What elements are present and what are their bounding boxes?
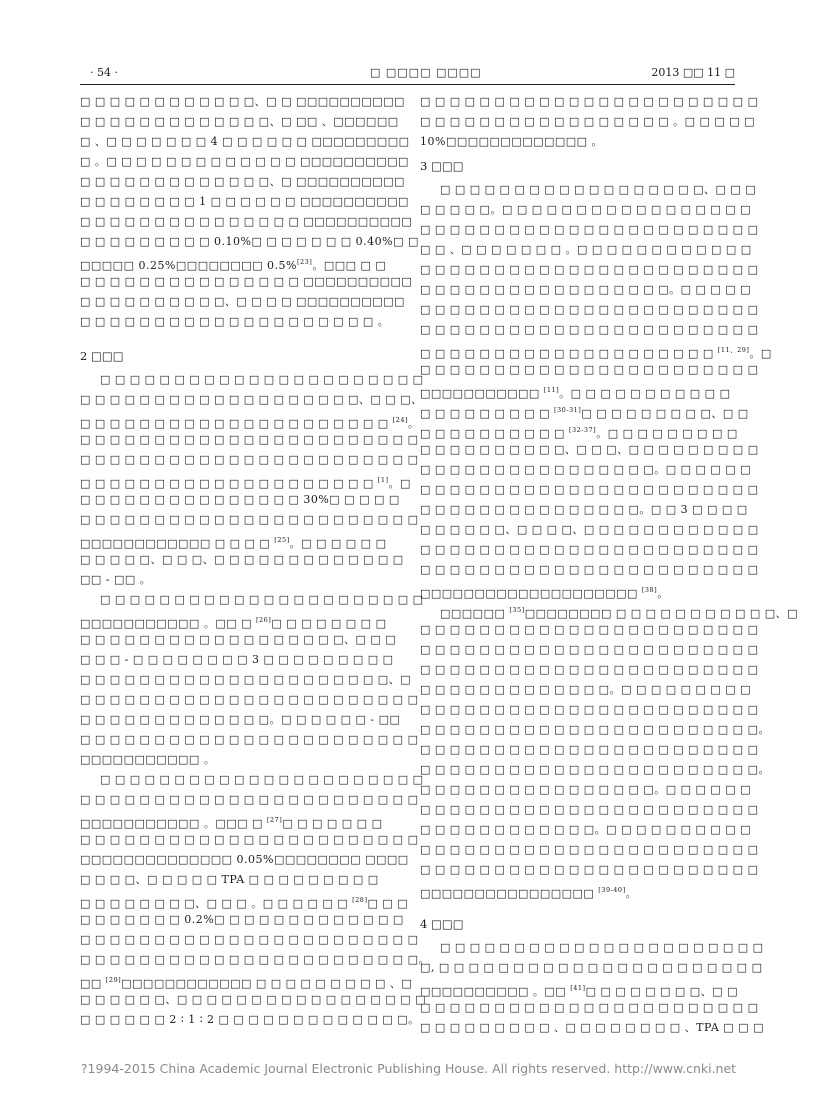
issue-info: 2013 □□ 11 □: [651, 66, 735, 79]
text-line: □ □ □ □ □ □ □ □ □ □ □ □ □ □ □ □。□ □ □ □ □ □: [420, 783, 752, 796]
text-line: □□□□□ 0.25%□□□□□□□□ 0.5%[23]。□□□ □ □: [80, 258, 387, 272]
header-rule: [80, 84, 735, 85]
text-line: □□ [29]□□□□□□□□□□□□ □ □ □ □ □ □ □ □ □ 、□: [80, 976, 413, 990]
text-line: □, □ □ □ □ □ □ □ □ □ □ □ □ □ □ □ □ □ □ □ □ □ □: [420, 961, 763, 974]
text-line: □ □ □ □ □ □ □ □ □ □ □ □ □ □ □ □ □ □ □ □ □ □ □。: [80, 953, 430, 966]
text-line: □ □ □ □ □ □ □ □ □ □ □ □ □ □ □ □ □ □ □ □ □ □ □: [80, 933, 419, 946]
text-line: □ □ □ □ □ □ □ □ □ [30-31]□ □ □ □ □ □ □ □ □、□ □: [420, 406, 749, 420]
text-line: □ □ □ □ □ □ □ □ □ □、□ □ □、□ □ □ □ □ □ □ □ □: [420, 443, 759, 456]
text-line: □ □ □ □ □、□ □ □、□ □ □ □ □ □ □ □ □ □ □ □ □: [80, 553, 404, 566]
text-line: □ □ □ □ □ □ □ □ □ □ □ □ □ □ □ □ □ □ □ □ □ □ □: [80, 433, 419, 446]
citation-ref: [27]: [266, 816, 283, 824]
text-line: □ □ □ □ □ □ □ □ □ □ □ □ □ □ □ □ □ □、□ □ □: [440, 183, 757, 196]
copyright-footer: ?1994-2015 China Academic Journal Electronic Publishing House. All rights reserved. http://www.cnki.net: [80, 1061, 737, 1076]
citation-ref: [38]: [641, 586, 658, 594]
text-line: □□□□□□□□□□□□ □ □ □ □ [25]。□ □ □ □ □ □: [80, 536, 387, 550]
citation-ref: [1]: [377, 476, 389, 484]
paragraph-gap: [80, 332, 400, 342]
text-line: □ □ □ □ □ □ □ □ □ □ □ □ □ □ □ □ □ □ □ □ 。: [80, 315, 390, 328]
text-line: □ □ □ □ □ □ □ □ □ □ □ □ □ □ □ □ □ □ □ □ □ □: [100, 593, 424, 606]
text-line: □ □ □ □ □ □ □ □ □ □ □ □ □ □ □ 30%□ □ □ □ □: [80, 493, 400, 506]
text-line: □ □ □ □ □ □ □ □ □ □ □ □ □ □ □ □ □ □ □ □ □ □ □: [420, 263, 759, 276]
text-line: □ □ □ □ □ □ □ □ □ □ □ □ □ □ □ □ □ □ □ □ □ □ □: [420, 623, 759, 636]
text-line: □ □ □ □ □ □ □ □ □ □ □ □ □ □ □ □ □ □ □ □ □ □ □: [420, 1001, 759, 1014]
text-line: □□□□□□□□□□□□□□□□□□□□ [38]。: [420, 586, 669, 600]
text-line: □ □ □ □ □ □ □ □ □ □ □ □ □ □ □ □ □ □ □ □ □ □ □: [420, 303, 759, 316]
text-line: □ □ □ □ □ □ □ 0.2%□ □ □ □ □ □ □ □ □ □ □ □ □: [80, 913, 404, 926]
text-line: □ □ □ □ □ □ □ □ □ □ □ □ □ □ □ □ □ □ □ □ □ □ □: [420, 843, 759, 856]
text-line: □ □ □ □ □ □ □ □ □ □ □ □ □ □ □ □ □ □ □ □ □ □ □: [420, 543, 759, 556]
text-line: □ □ □ □ □ □ □ □ □ □ □ □ □ □ □ □ □ □ □ □ □、□: [80, 673, 412, 686]
text-line: □ □ □ □ □ □ □ □ □ □ □ □ □ □ □ □ □ □ □ □ □ □ □: [420, 363, 759, 376]
text-line: □ □ □ □ □ □ □ □ □ □ □ □ □ □ □ □ □。□ □ □ □ □: [420, 283, 752, 296]
text-line: □ □ □ □ □ □ □ □ □ □ □ □ □ □ □ □ □ □、□ □ □: [80, 633, 397, 646]
text-line: 10%□□□□□□□□□□□□□ 。: [420, 135, 604, 148]
citation-ref: [35]: [509, 606, 525, 614]
text-line: □ □ □ □ □ □ □ □ □ □ □ □ □ □ □ □ □ □ □ □ □ [24]。: [80, 416, 420, 430]
text-line: □ □ □ □ □ □ □ □ □ □ □ □ □ □ □ □ □ □ □ □ □ □ □: [80, 833, 419, 846]
citation-ref: [23]: [297, 258, 313, 266]
text-line: □ □ □ □ □ □ □ □ □ □ □ □ □ □ □ □ □ 。□ □ □ □ □: [420, 115, 756, 128]
text-line: □ □ □ □ □ □ □ □ □ □ □ □ □ □ □ □ □ □ □ □ □ □ □: [420, 663, 759, 676]
text-line: □□□□□□□□□□□□□□ 0.05%□□□□□□□□ □□□□: [80, 853, 409, 866]
left-column: [80, 92, 430, 1030]
section-heading: 4 □□□: [420, 917, 464, 931]
text-line: □□□□□□□□□□□ 。□□ □ [26]□ □ □ □ □ □ □ □: [80, 616, 387, 630]
text-line: □ □ □ □ □ □ □ □ □ □ □ □ □ □ □ □ □ □ □ □ □ □: [100, 373, 424, 386]
text-line: □□□□□□□□□□□□□□□□ [39-40]。: [420, 886, 638, 900]
text-line: □ □ □ □ □ □ 2 ∶ 1 ∶ 2 □ □ □ □ □ □ □ □ □ □ □ □ □。: [80, 1013, 420, 1026]
text-line: □ □ □ □ □ □ □ □ □ □ □ □ □ □ □ □ □ □ □ □ □ □ □: [420, 803, 759, 816]
text-line: □ □ □ □ □ □ □ □ □ □ □ □ □ □ □ □□□□□□□□□□: [80, 275, 413, 288]
citation-ref: [30-31]: [554, 406, 582, 414]
text-line: □ □ □ □ □ □ □ □ □ □ □ □ □ □ □ □ □ □ □ □ □ □: [100, 773, 424, 786]
text-line: □ □ □ □ □ □ □ □ □ □ □ □ □ □ □ □ □ □ □ □ □ □ □: [420, 95, 759, 108]
text-line: □ □ □ □ □ □ □ □ □ □ □ □ □ □ □ □ □ □ □ □ □ □: [440, 941, 764, 954]
page-number: · 54 ·: [90, 66, 118, 79]
text-line: □ □ □ □ □ □、□ □ □ □、□ □ □ □ □ □ □ □ □ □ □ □: [420, 523, 759, 536]
text-line: □ □ □ □ □。□ □ □ □ □ □ □ □ □ □ □ □ □ □ □ □ □: [420, 203, 752, 216]
citation-ref: [11]: [543, 386, 560, 394]
text-line: □ □ □ □ □ □ □ □ □ □ □ □ □ □ □ □ □ □ □ □ [11、29]。□: [420, 346, 772, 360]
text-line: □ □ □ □ □ □ □ □ □ □ □ □ □ □ □ □ □ □ □ □ □ □ □: [420, 323, 759, 336]
text-line: □ □ □ □ □ □ □ □ □ □ □ □ □ □ □ □ □ □ □ □ □ □ □: [420, 743, 759, 756]
text-line: □□□□□□□□□□ 。□□ [41]□ □ □ □ □ □ □ □、□ □: [420, 984, 738, 998]
text-line: □ □ □ □ □ □ □ □、□ □ □ 。□ □ □ □ □ □ [28]□ □ □: [80, 896, 409, 910]
citation-ref: [28]: [352, 896, 368, 904]
text-line: □ □ □ □ □ □ □ □ □ □ □ □ □ □ □ □ □ □ □ □ □ □ □: [420, 223, 759, 236]
citation-ref: [26]: [256, 616, 272, 624]
paragraph-gap: [420, 900, 738, 910]
text-line: □ □ □ □ □ □ □ □ □ □ □ □ □ □ □ □ □ □ □ □ □ □ □: [420, 563, 759, 576]
text-line: □ □ □ □ □ □ □ □ □ □ □ □、□ □ □□□□□□□□□□: [80, 95, 405, 108]
text-line: □ □ □ □ □ □ □ □ □ □ □ □ □ □ □ □ □ □ □ □ □ □ □: [80, 693, 419, 706]
text-line: □ □ □ □ □ □ □ □ □ 、□ □ □ □ □ □ □ □ 、TPA □ □ □: [420, 1021, 764, 1034]
text-line: □ □ □ □ □ □ □ □ □ □ □ □ □ □ □ □ □ □ □ □ □ □ □。: [420, 723, 770, 736]
citation-ref: [32-37]: [568, 426, 597, 434]
citation-ref: [39-40]: [598, 886, 626, 894]
text-line: □ □ □ □ □ □ □ □ □ □ □ □ □、□ □□ 、□□□□□□: [80, 115, 399, 128]
text-line: □ □ □ □ □ □ □ □ 1 □ □ □ □ □ □ □□□□□□□□□□: [80, 195, 409, 208]
section-heading: 3 □□□: [420, 159, 464, 173]
text-line: □□□□□□□□□□□ 。: [80, 753, 216, 766]
citation-ref: [41]: [570, 984, 586, 992]
citation-ref: [24]: [392, 416, 409, 424]
citation-ref: [29]: [105, 976, 122, 984]
section-heading: 2 □□□: [80, 349, 124, 363]
right-column: [420, 92, 799, 1038]
text-line: □□□□□□□□□□□ 。□□□ □ [27]□ □ □ □ □ □ □: [80, 816, 383, 830]
text-line: □ □ □ □、□ □ □ □ □ TPA □ □ □ □ □ □ □ □ □: [80, 873, 379, 886]
text-line: □ □ □ □ □ □ □ □ □ □ [32-37]。□ □ □ □ □ □ □ □ □: [420, 426, 738, 440]
text-line: □□□□□□ [35]□□□□□□□□ □ □ □ □ □ □ □ □ □ □ □、□: [440, 606, 799, 620]
text-line: □ □ □ □ □ □ □ □ □ □ □ □ □ □ □ □ □ □ □、□ □ □、: [80, 393, 423, 406]
text-line: □ □ □ □ □ □ □ □ □ □ □ □ □ □ □ □ □ □ □ □ □ □ □: [80, 513, 419, 526]
citation-ref: [25]: [274, 536, 290, 544]
text-line: □□□□□□□□□□□ [11]。□ □ □ □ □ □ □ □ □ □ □: [420, 386, 731, 400]
text-line: □ □ □ □ □ □ □ □ □ □ □ □ □、□ □□□□□□□□□□: [80, 175, 405, 188]
journal-title: □ □□□□ □□□□: [370, 66, 482, 79]
text-line: □ □ □ □ □ □ □ □ □ □ □ □ □ □ □ □ □ □ □ □ □ □ □: [420, 863, 759, 876]
text-line: □ □ □ □ □ □ □ □ □ □ □ □ □ □ □ □。□ □ □ □ □ □: [420, 463, 752, 476]
text-line: □ □ □ □ □ □ □ □ □ □ □ □ □。□ □ □ □ □ □ - □□: [80, 713, 401, 726]
text-line: □ □ □ □ □ □ □ □ □ □ □ □ □ □ □ □ □ □ □ □ □ □ □: [420, 643, 759, 656]
citation-ref: [11、29]: [717, 346, 750, 354]
text-line: □ □ □ □ □ □ □ □ □ □ □ □ □ □ □ □ □ □ □ □ □ □ □。: [420, 763, 770, 776]
text-line: □ □ □ □ □ □ □ □ □ □ □ □ □ □ □ □□□□□□□□□□: [80, 215, 413, 228]
text-line: □ □ □ □ □ □ □ □ □ □ □ □ □ □ □ □ □ □ □ □ [1]。□: [80, 476, 411, 490]
text-line: □ □ □ □ □ □ □ □ □ □ □ □ □ □ □ □ □ □ □ □ □ □ □: [80, 733, 419, 746]
text-line: □ □ □ □ □ □ □ □ □ □、□ □ □ □ □□□□□□□□□□: [80, 295, 405, 308]
text-line: □ □ □ □ □ □ □ □ □ □ □ □ □ □ □ □ □ □ □ □ □ □ □: [420, 703, 759, 716]
text-line: □ □ □ □ □ □ □ □ □ 0.10%□ □ □ □ □ □ □ 0.40%□ □: [80, 235, 419, 248]
text-line: □ □ 、□ □ □ □ □ □ □ 。□ □ □ □ □ □ □ □ □ □ □ □: [420, 243, 752, 256]
text-line: □ □ □ □ □ □ □ □ □ □ □ □ □ □ □ □ □ □ □ □ □ □ □: [80, 453, 419, 466]
text-line: □□ - □□ 。: [80, 573, 152, 586]
text-line: □ □ □ - □ □ □ □ □ □ □ □ 3 □ □ □ □ □ □ □ □ □: [80, 653, 394, 666]
text-line: □ □ □ □ □ □ □ □ □ □ □ □ □ □ □ □ □ □ □ □ □ □ □: [420, 483, 759, 496]
text-line: □ □ □ □ □ □、□ □ □ □ □ □ □ □ □ □ □ □ □ □ □ □ □: [80, 993, 426, 1006]
text-line: □ □ □ □ □ □ □ □ □ □ □ □ □ □ □。□ □ 3 □ □ □ □: [420, 503, 748, 516]
text-line: □ 、□ □ □ □ □ □ □ 4 □ □ □ □ □ □ □□□□□□□□□: [80, 135, 410, 148]
text-line: □ □ □ □ □ □ □ □ □ □ □ □ □。□ □ □ □ □ □ □ □ □: [420, 683, 752, 696]
running-header: [80, 66, 735, 82]
text-line: □ □ □ □ □ □ □ □ □ □ □ □。□ □ □ □ □ □ □ □ □ □: [420, 823, 752, 836]
text-line: □ 。□ □ □ □ □ □ □ □ □ □ □ □ □ □□□□□□□□□□: [80, 155, 409, 168]
text-line: □ □ □ □ □ □ □ □ □ □ □ □ □ □ □ □ □ □ □ □ □ □ □: [80, 793, 419, 806]
